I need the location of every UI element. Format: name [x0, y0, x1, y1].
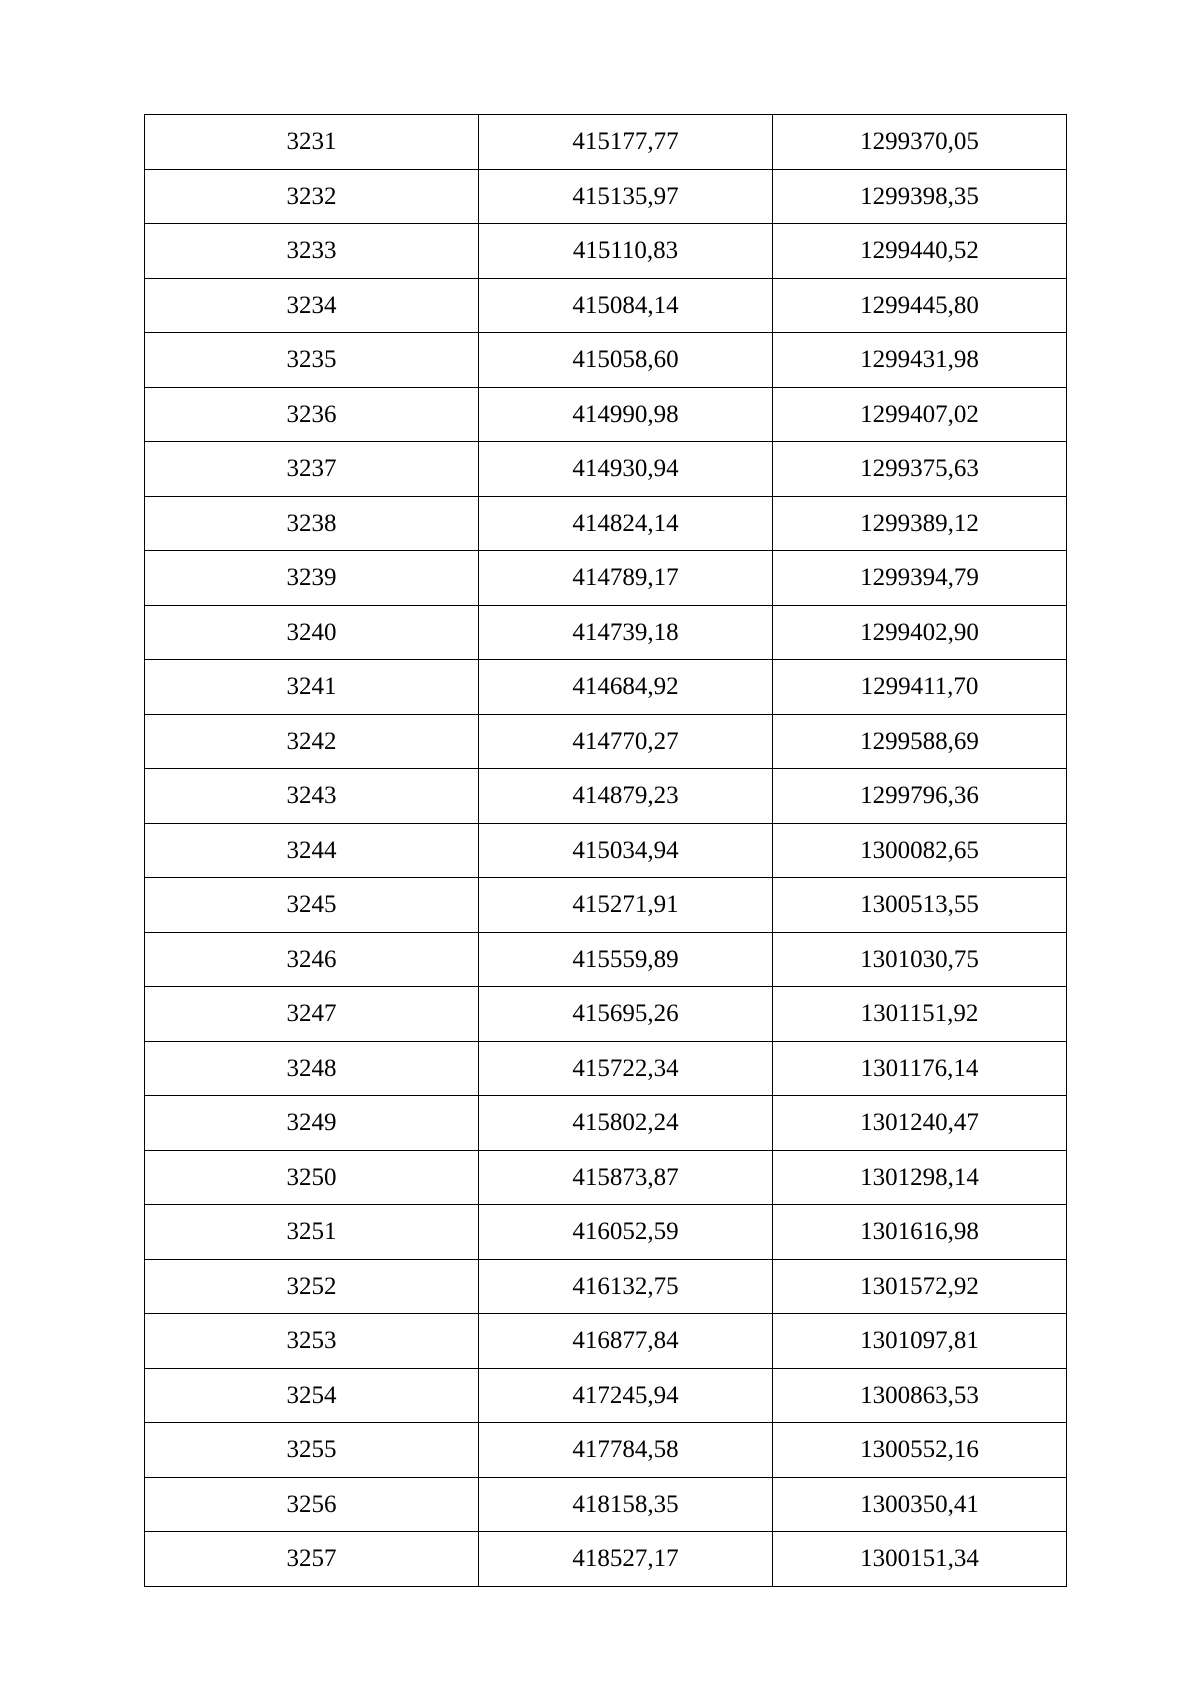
table-row — [145, 1259, 1067, 1314]
table-row — [145, 224, 1067, 279]
y-coordinate-cell: 1299445,80 — [773, 278, 1067, 333]
table-row — [145, 714, 1067, 769]
table-row — [145, 278, 1067, 333]
point-number-cell: 3241 — [145, 660, 479, 715]
x-coordinate-cell: 415110,83 — [479, 224, 773, 279]
table-row — [145, 878, 1067, 933]
x-coordinate-cell: 418158,35 — [479, 1477, 773, 1532]
y-coordinate-cell: 1299411,70 — [773, 660, 1067, 715]
y-coordinate-cell: 1299402,90 — [773, 605, 1067, 660]
y-coordinate-cell: 1299431,98 — [773, 333, 1067, 388]
x-coordinate-cell: 415559,89 — [479, 932, 773, 987]
point-number-cell: 3254 — [145, 1368, 479, 1423]
x-coordinate-cell: 415084,14 — [479, 278, 773, 333]
y-coordinate-cell: 1299588,69 — [773, 714, 1067, 769]
x-coordinate-cell: 415873,87 — [479, 1150, 773, 1205]
x-coordinate-cell: 416132,75 — [479, 1259, 773, 1314]
y-coordinate-cell: 1299398,35 — [773, 169, 1067, 224]
point-number-cell: 3238 — [145, 496, 479, 551]
x-coordinate-cell: 414789,17 — [479, 551, 773, 606]
table-row — [145, 387, 1067, 442]
table-row — [145, 769, 1067, 824]
y-coordinate-cell: 1299370,05 — [773, 115, 1067, 170]
y-coordinate-cell: 1300350,41 — [773, 1477, 1067, 1532]
point-number-cell: 3235 — [145, 333, 479, 388]
table-row — [145, 115, 1067, 170]
x-coordinate-cell: 415722,34 — [479, 1041, 773, 1096]
y-coordinate-cell: 1300151,34 — [773, 1532, 1067, 1587]
table-row — [145, 1477, 1067, 1532]
table-row — [145, 442, 1067, 497]
x-coordinate-cell: 415695,26 — [479, 987, 773, 1042]
point-number-cell: 3247 — [145, 987, 479, 1042]
x-coordinate-cell: 415271,91 — [479, 878, 773, 933]
point-number-cell: 3252 — [145, 1259, 479, 1314]
point-number-cell: 3257 — [145, 1532, 479, 1587]
y-coordinate-cell: 1300513,55 — [773, 878, 1067, 933]
point-number-cell: 3245 — [145, 878, 479, 933]
y-coordinate-cell: 1299389,12 — [773, 496, 1067, 551]
x-coordinate-cell: 417245,94 — [479, 1368, 773, 1423]
x-coordinate-cell: 415135,97 — [479, 169, 773, 224]
table-row — [145, 551, 1067, 606]
point-number-cell: 3250 — [145, 1150, 479, 1205]
y-coordinate-cell: 1301030,75 — [773, 932, 1067, 987]
table-row — [145, 496, 1067, 551]
x-coordinate-cell: 415177,77 — [479, 115, 773, 170]
point-number-cell: 3234 — [145, 278, 479, 333]
y-coordinate-cell: 1301572,92 — [773, 1259, 1067, 1314]
table-row — [145, 1150, 1067, 1205]
point-number-cell: 3239 — [145, 551, 479, 606]
x-coordinate-cell: 416052,59 — [479, 1205, 773, 1260]
table-row — [145, 1205, 1067, 1260]
table-row — [145, 1041, 1067, 1096]
table-row — [145, 823, 1067, 878]
x-coordinate-cell: 414824,14 — [479, 496, 773, 551]
x-coordinate-cell: 418527,17 — [479, 1532, 773, 1587]
point-number-cell: 3246 — [145, 932, 479, 987]
point-number-cell: 3249 — [145, 1096, 479, 1151]
point-number-cell: 3256 — [145, 1477, 479, 1532]
table-row — [145, 1314, 1067, 1369]
y-coordinate-cell: 1301298,14 — [773, 1150, 1067, 1205]
y-coordinate-cell: 1299375,63 — [773, 442, 1067, 497]
x-coordinate-cell: 414684,92 — [479, 660, 773, 715]
table-row — [145, 169, 1067, 224]
x-coordinate-cell: 415802,24 — [479, 1096, 773, 1151]
table-row — [145, 333, 1067, 388]
x-coordinate-cell: 415058,60 — [479, 333, 773, 388]
y-coordinate-cell: 1301097,81 — [773, 1314, 1067, 1369]
y-coordinate-cell: 1301240,47 — [773, 1096, 1067, 1151]
point-number-cell: 3248 — [145, 1041, 479, 1096]
table-row — [145, 1423, 1067, 1478]
point-number-cell: 3243 — [145, 769, 479, 824]
x-coordinate-cell: 414770,27 — [479, 714, 773, 769]
point-number-cell: 3240 — [145, 605, 479, 660]
y-coordinate-cell: 1300552,16 — [773, 1423, 1067, 1478]
coordinates-table-body — [145, 115, 1067, 1587]
y-coordinate-cell: 1299394,79 — [773, 551, 1067, 606]
x-coordinate-cell: 417784,58 — [479, 1423, 773, 1478]
point-number-cell: 3251 — [145, 1205, 479, 1260]
y-coordinate-cell: 1299407,02 — [773, 387, 1067, 442]
point-number-cell: 3255 — [145, 1423, 479, 1478]
y-coordinate-cell: 1299440,52 — [773, 224, 1067, 279]
y-coordinate-cell: 1299796,36 — [773, 769, 1067, 824]
point-number-cell: 3253 — [145, 1314, 479, 1369]
point-number-cell: 3244 — [145, 823, 479, 878]
point-number-cell: 3232 — [145, 169, 479, 224]
table-row — [145, 1096, 1067, 1151]
table-row — [145, 987, 1067, 1042]
y-coordinate-cell: 1301616,98 — [773, 1205, 1067, 1260]
x-coordinate-cell: 414879,23 — [479, 769, 773, 824]
y-coordinate-cell: 1300082,65 — [773, 823, 1067, 878]
y-coordinate-cell: 1300863,53 — [773, 1368, 1067, 1423]
x-coordinate-cell: 415034,94 — [479, 823, 773, 878]
point-number-cell: 3231 — [145, 115, 479, 170]
point-number-cell: 3237 — [145, 442, 479, 497]
point-number-cell: 3236 — [145, 387, 479, 442]
table-row — [145, 605, 1067, 660]
y-coordinate-cell: 1301151,92 — [773, 987, 1067, 1042]
table-row — [145, 1368, 1067, 1423]
coordinates-table — [144, 114, 1067, 1587]
x-coordinate-cell: 416877,84 — [479, 1314, 773, 1369]
table-row — [145, 932, 1067, 987]
table-row — [145, 660, 1067, 715]
x-coordinate-cell: 414930,94 — [479, 442, 773, 497]
table-row — [145, 1532, 1067, 1587]
x-coordinate-cell: 414990,98 — [479, 387, 773, 442]
x-coordinate-cell: 414739,18 — [479, 605, 773, 660]
y-coordinate-cell: 1301176,14 — [773, 1041, 1067, 1096]
point-number-cell: 3242 — [145, 714, 479, 769]
point-number-cell: 3233 — [145, 224, 479, 279]
